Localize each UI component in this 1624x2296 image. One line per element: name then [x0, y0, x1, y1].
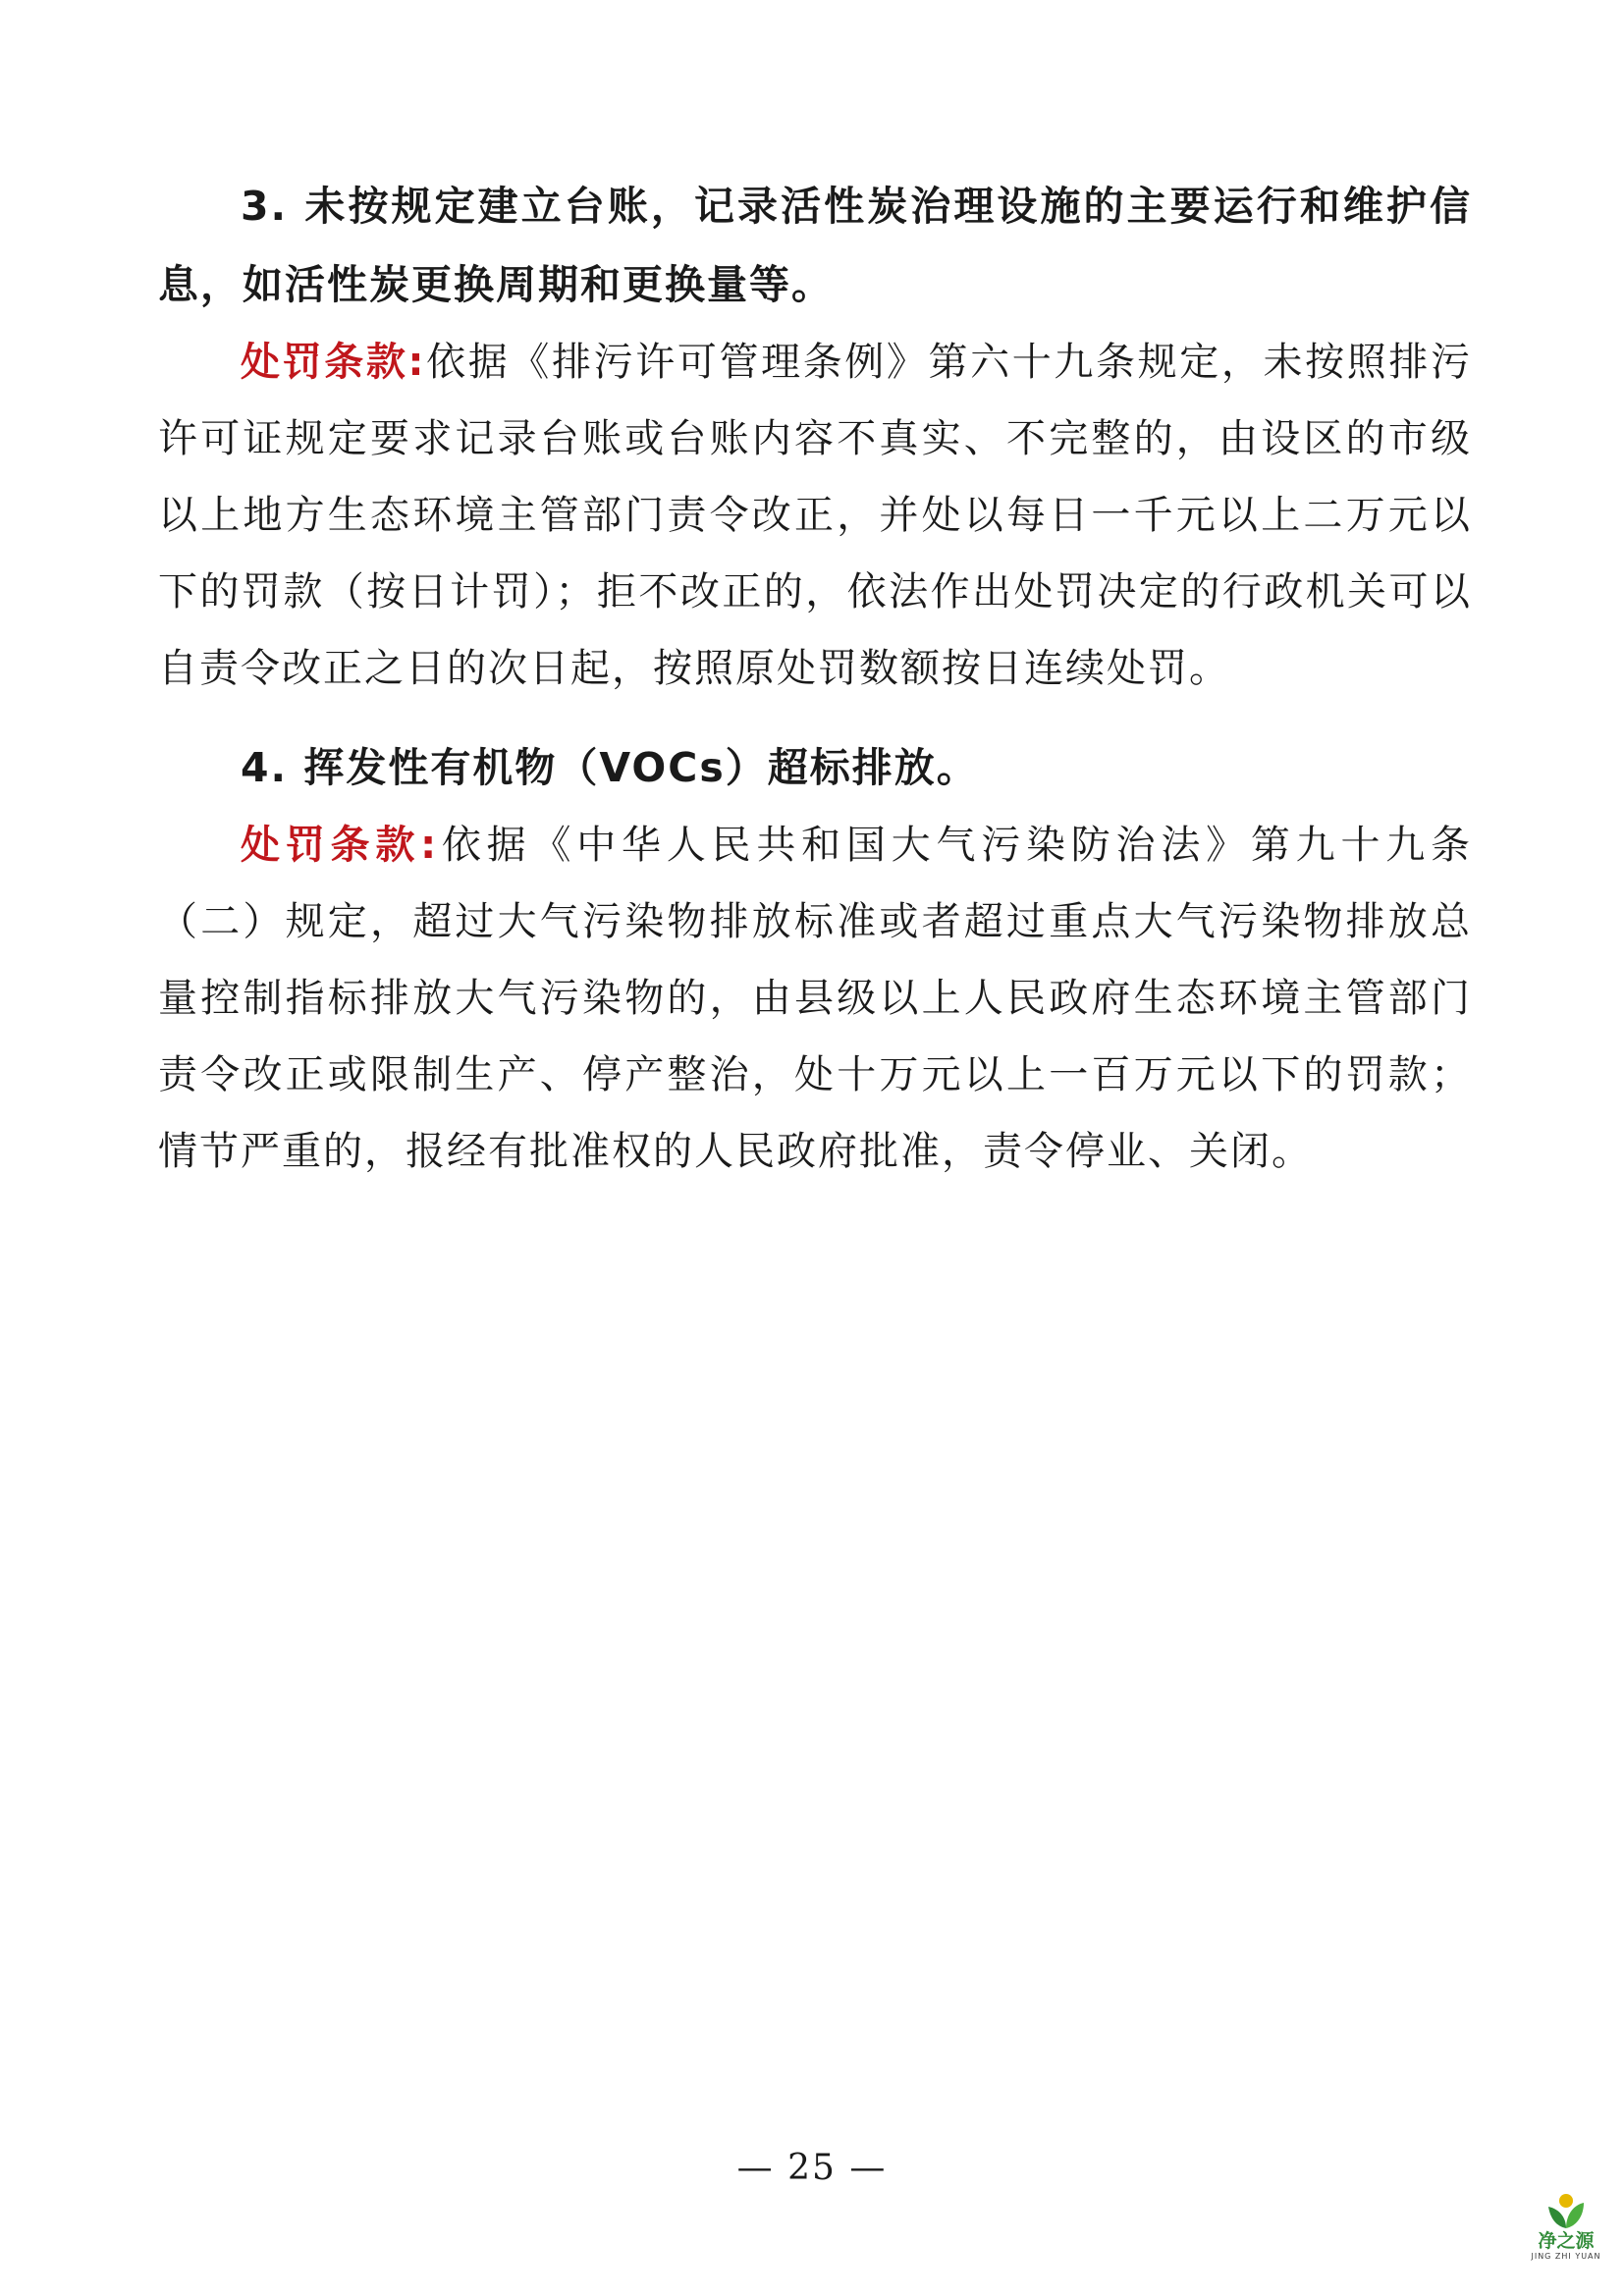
leaf-logo-icon	[1544, 2191, 1588, 2230]
section-3-heading: 3. 未按规定建立台账，记录活性炭治理设施的主要运行和维护信息，如活性炭更换周期和更换量等。	[158, 183, 1472, 308]
section-4-penalty	[158, 807, 1472, 1190]
logo-name-cn: 净之源	[1538, 2230, 1595, 2252]
section-3-penalty	[158, 324, 1472, 707]
page-number: — 25 —	[736, 2148, 888, 2188]
document-body	[158, 167, 1472, 1190]
penalty-label: 处罚条款:	[241, 823, 439, 868]
logo-name-en: JING ZHI YUAN	[1531, 2252, 1601, 2261]
penalty-text: 依据《排污许可管理条例》第六十九条规定，未按照排污许可证规定要求记录台账或台账内容不真实、不完整的，由设区的市级以上地方生态环境主管部门责令改正，并处以每日一千元以上二万元以下的罚款（按日计罚）；拒不改正的，依法作出处罚决定的行政机关可以自责令改正之日的次日起，按照原处罚数额按日连续处罚。	[158, 340, 1473, 691]
penalty-text: 依据《中华人民共和国大气污染防治法》第九十九条（二）规定，超过大气污染物排放标准或者超过重点大气污染物排放总量控制指标排放大气污染物的，由县级以上人民政府生态环境主管部门责令改正或限制生产、停产整治，处十万元以上一百万元以下的罚款；情节严重的，报经有批准权的人民政府批准，责令停业、关闭。	[158, 823, 1472, 1174]
section-4-heading: 4. 挥发性有机物（VOCs）超标排放。	[241, 744, 979, 791]
brand-logo	[1527, 2191, 1605, 2262]
penalty-label: 处罚条款:	[241, 340, 426, 385]
